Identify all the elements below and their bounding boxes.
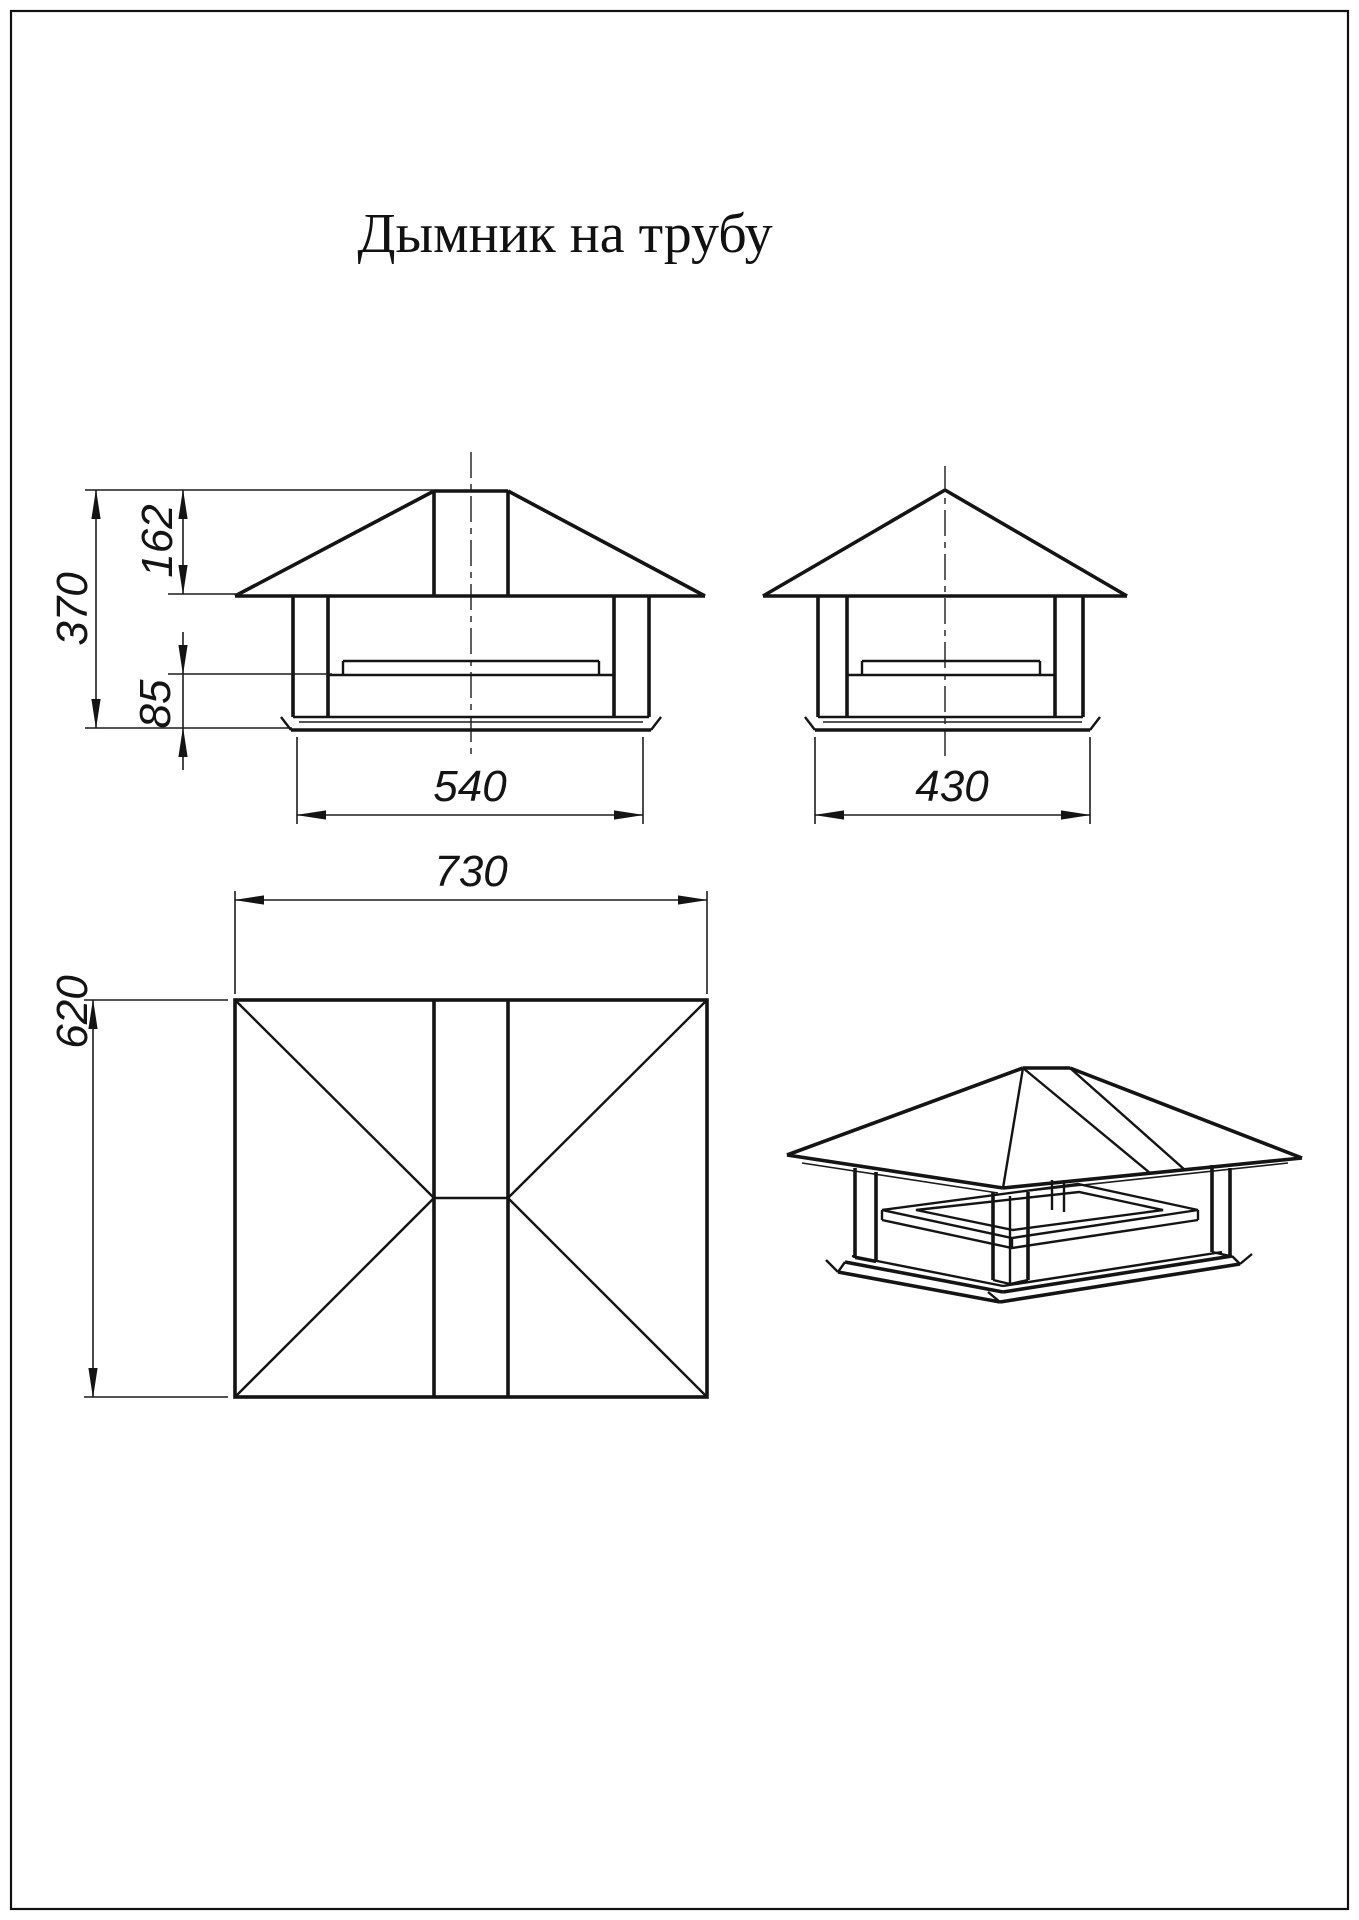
front-view bbox=[48, 452, 705, 824]
dim-overall-height: 370 bbox=[48, 572, 97, 646]
iso-view bbox=[787, 1068, 1302, 1302]
dim-skirt-height: 85 bbox=[131, 679, 180, 729]
dim-roof-depth: 620 bbox=[48, 975, 97, 1049]
dim-body-width: 540 bbox=[433, 762, 507, 811]
drawing-title: Дымник на трубу bbox=[357, 203, 773, 265]
dim-roof-width: 730 bbox=[434, 847, 508, 896]
side-view bbox=[763, 466, 1127, 824]
plan-view bbox=[48, 847, 707, 1397]
page-border bbox=[11, 11, 1348, 1909]
dim-body-depth: 430 bbox=[915, 762, 989, 811]
dim-roof-height: 162 bbox=[133, 504, 182, 578]
